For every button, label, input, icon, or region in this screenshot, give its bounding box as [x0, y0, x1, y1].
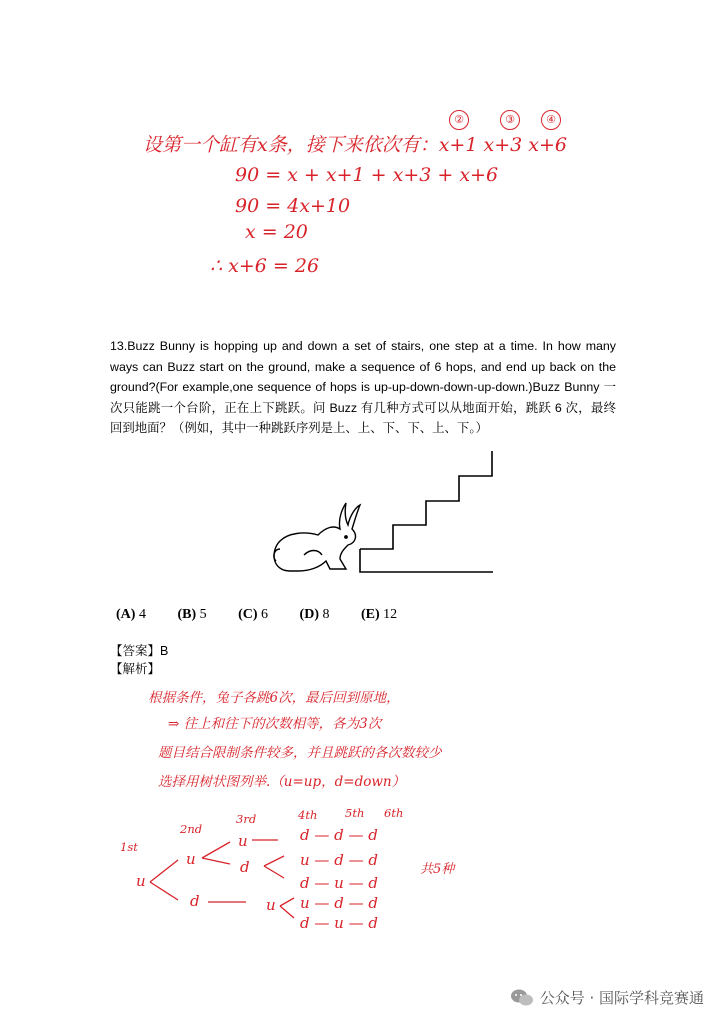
analysis-label: 【解析】: [110, 662, 161, 676]
tree-node-3c: u: [266, 896, 276, 914]
choice-b: (B) 5: [177, 607, 207, 622]
level-5th: 5th: [345, 806, 365, 820]
choice-d: (D) 8: [299, 607, 330, 622]
solution-line-3: 题目结合限制条件较多，并且跳跃的各次数较少: [158, 745, 442, 761]
tree-node-2b: d: [190, 892, 200, 910]
tree-node-3a: u: [238, 832, 248, 850]
watermark: [510, 987, 704, 1008]
circled-2: ②: [449, 110, 469, 130]
tree-root: u: [136, 872, 146, 890]
tree-row-3: d — u — d: [300, 874, 378, 892]
work-line-4: x = 20: [245, 221, 308, 243]
work-line-3: 90 = 4x+10: [235, 195, 351, 217]
tree-total: 共5种: [420, 862, 455, 877]
tree-row-4: u — d — d: [300, 894, 378, 912]
circled-3: ③: [500, 110, 520, 130]
solution-line-1: 根据条件，兔子各跳6次，最后回到原地，: [148, 690, 400, 706]
solution-line-4: 选择用树状图列举.（u=up，d=down）: [158, 774, 406, 790]
choice-c: (C) 6: [238, 607, 269, 622]
tree-node-2a: u: [186, 850, 196, 868]
answer-label: 【答案】B: [110, 644, 169, 658]
problem-text: 13.Buzz Bunny is hopping up and down a set of stairs, one step at a time. In how many ways can Buzz start on the ground, make a sequence of 6 hops, and end up back on the ground?(For example,one sequence of hops is up-up-down-down-up-down.)Buzz Bunny 一次只能跳一个台阶，正在上下跳跃。问 Buzz 有几种方式可以从地面开始，跳跃 6 次，最终回到地面？（例如，其中一种跳跃序列是上、上、下、下、上、下。）: [110, 339, 616, 435]
level-4th: 4th: [298, 808, 318, 822]
level-2nd: 2nd: [180, 822, 203, 836]
work-line-5: ∴ x+6 = 26: [210, 255, 320, 277]
level-6th: 6th: [384, 806, 404, 820]
tree-row-2: u — d — d: [300, 851, 378, 869]
wechat-icon: [510, 988, 534, 1008]
level-3rd: 3rd: [236, 812, 257, 826]
tree-node-3b: d: [240, 858, 250, 876]
work-line-2: 90 = x + x+1 + x+3 + x+6: [235, 164, 499, 186]
stairs-outline: [360, 451, 493, 572]
solution-line-2: ⇒ 往上和往下的次数相等，各为3次: [168, 716, 382, 732]
answer-choices: [116, 607, 425, 623]
stairs-figure: [260, 445, 510, 580]
choice-a: (A) 4: [116, 607, 146, 622]
choice-e: (E) 12: [360, 607, 398, 622]
tree-row-5: d — u — d: [300, 914, 378, 932]
level-1st: 1st: [120, 840, 138, 854]
tree-row-1: d — d — d: [300, 826, 378, 844]
work-line-1: 设第一个缸有x条，接下来依次有：x+1 x+3 x+6: [143, 134, 567, 156]
circled-4: ④: [541, 110, 561, 130]
watermark-text: 公众号 · 国际学科竞赛通: [539, 989, 704, 1007]
bunny-icon: [274, 503, 360, 571]
